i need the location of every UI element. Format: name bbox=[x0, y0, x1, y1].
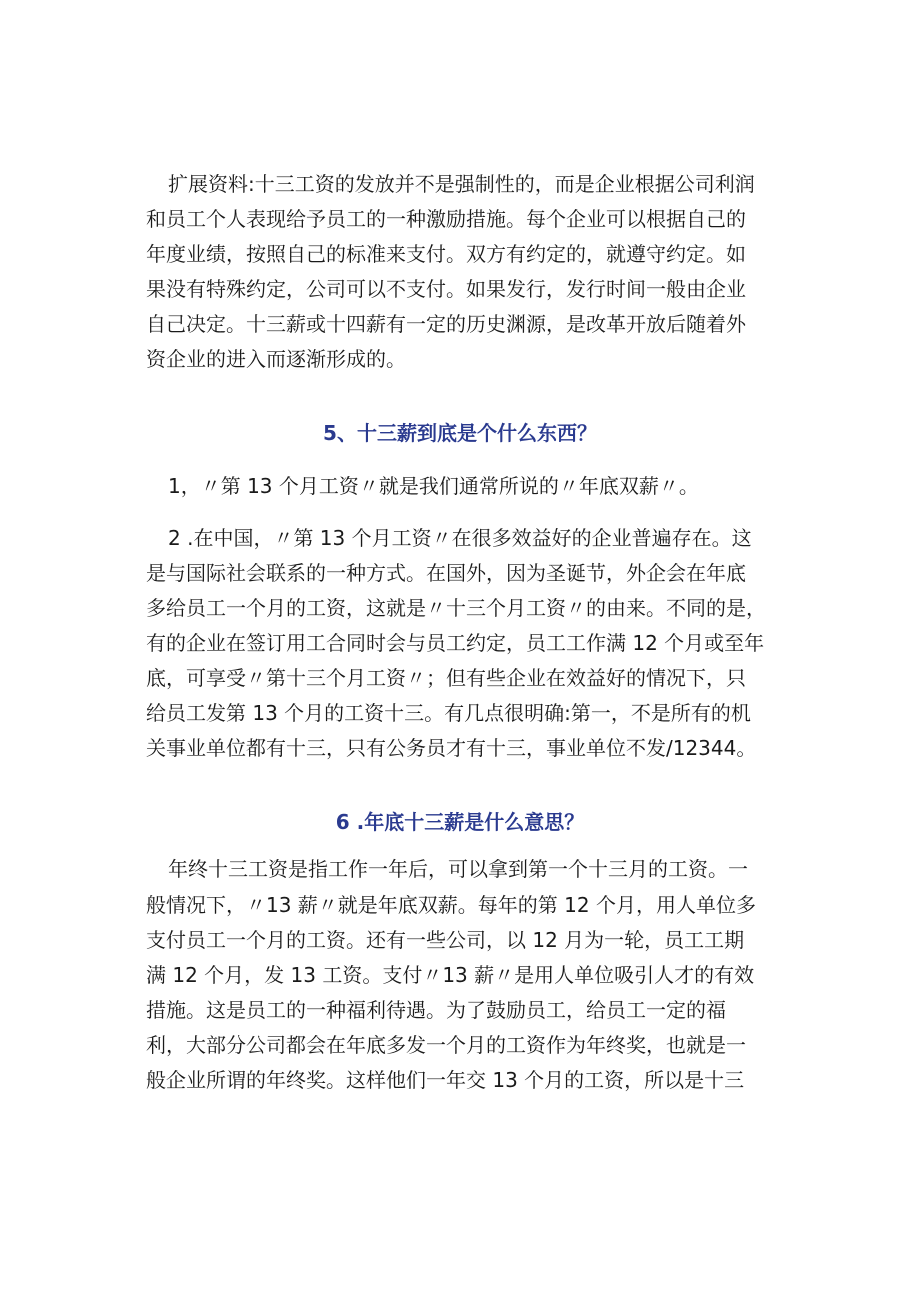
section-5-para-2-line-2: 是与国际社会联系的一种方式。在国外，因为圣诞节，外企会在年底 bbox=[146, 561, 746, 585]
section-5-para-2-line-4: 有的企业在签订用工合同时会与员工约定，员工工作满 12 个月或至年 bbox=[146, 631, 765, 655]
section-5-para-1: 1，〃第 13 个月工资〃就是我们通常所说的〃年底双薪〃。 bbox=[168, 474, 699, 498]
section-6-line-3: 支付员工一个月的工资。还有一些公司，以 12 月为一轮，员工工期 bbox=[146, 928, 745, 952]
intro-line-5: 自己决定。十三薪或十四薪有一定的历史渊源，是改革开放后随着外 bbox=[146, 312, 746, 336]
intro-line-2: 和员工个人表现给予员工的一种激励措施。每个企业可以根据自己的 bbox=[146, 207, 746, 231]
section-6-line-6: 利，大部分公司都会在年底多发一个月的工资作为年终奖，也就是一 bbox=[146, 1033, 746, 1057]
section-5-para-2-line-7: 关事业单位都有十三，只有公务员才有十三，事业单位不发/12344。 bbox=[146, 736, 757, 760]
intro-line-1: 扩展资料:十三工资的发放并不是强制性的，而是企业根据公司利润 bbox=[168, 172, 755, 196]
section-5-heading: 5、十三薪到底是个什么东西？ bbox=[323, 421, 597, 445]
section-5-para-2-line-5: 底，可享受〃第十三个月工资〃；但有些企业在效益好的情况下，只 bbox=[146, 666, 746, 690]
section-6-line-1: 年终十三工资是指工作一年后，可以拿到第一个十三月的工资。一 bbox=[168, 857, 748, 881]
section-6-line-2: 般情况下，〃13 薪〃就是年底双薪。每年的第 12 个月，用人单位多 bbox=[146, 893, 756, 917]
intro-line-6: 资企业的进入而逐渐形成的。 bbox=[146, 347, 406, 371]
section-6-line-7: 般企业所谓的年终奖。这样他们一年交 13 个月的工资，所以是十三 bbox=[146, 1068, 745, 1092]
intro-line-4: 果没有特殊约定，公司可以不支付。如果发行，发行时间一般由企业 bbox=[146, 277, 746, 301]
section-6-line-4: 满 12 个月，发 13 工资。支付〃13 薪〃是用人单位吸引人才的有效 bbox=[146, 963, 755, 987]
section-6-line-5: 措施。这是员工的一种福利待遇。为了鼓励员工，给员工一定的福 bbox=[146, 998, 726, 1022]
section-5-para-2-line-6: 给员工发第 13 个月的工资十三。有几点很明确:第一，不是所有的机 bbox=[146, 701, 751, 725]
intro-line-3: 年度业绩，按照自己的标准来支付。双方有约定的，就遵守约定。如 bbox=[146, 242, 746, 266]
section-6-heading: 6 .年底十三薪是什么意思？ bbox=[335, 810, 585, 834]
section-5-para-2-line-1: 2 .在中国，〃第 13 个月工资〃在很多效益好的企业普遍存在。这 bbox=[168, 526, 752, 550]
section-5-para-2-line-3: 多给员工一个月的工资，这就是〃十三个月工资〃的由来。不同的是， bbox=[146, 596, 766, 620]
